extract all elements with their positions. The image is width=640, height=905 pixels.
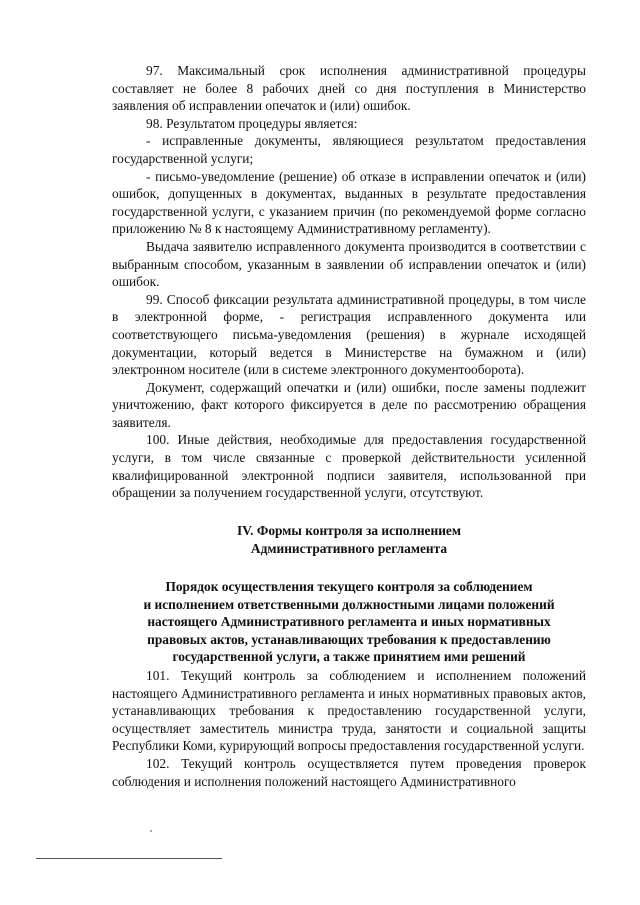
list-item-corrected-documents: - исправленные документы, являющиеся результатом предоставления государственной услуги;: [112, 133, 586, 166]
body-text-block-2: [112, 667, 586, 790]
body-text-block-1: [112, 62, 586, 502]
footer-divider: [36, 858, 222, 859]
subsection-heading: [112, 578, 586, 666]
paragraph-issuance: Выдача заявителю исправленного документа производится в соответствии с выбранным способом, указанным в заявлении об исправлении опечаток и (или) ошибок.: [112, 238, 586, 290]
subsection-heading-line-1: Порядок осуществления текущего контроля за соблюдением: [165, 579, 533, 594]
subsection-heading-line-3: настоящего Административного регламента и иных нормативных: [147, 614, 551, 630]
paragraph-97: 97. Максимальный срок исполнения административной процедуры составляет не более 8 рабочих дней со дня поступления в Министерство заявления об исправлении опечаток и (или) ошибок.: [112, 63, 586, 114]
section-heading-line-1: IV. Формы контроля за исполнением: [237, 523, 461, 538]
section-heading-line-2: Административного регламента: [250, 540, 448, 556]
paragraph-document-destruction: Документ, содержащий опечатки и (или) ошибки, после замены подлежит уничтожению, факт которого фиксируется в деле по рассмотрению обращения заявителя.: [112, 379, 586, 430]
list-item-refusal-letter: - письмо-уведомление (решение) об отказе в исправлении опечаток и (или) ошибок, допущенных в документах, выданных в результате предоставления государственной услуги, с указанием причин (по рекомендуемой форме согласно приложению № 8 к настоящему Административному регламенту).: [112, 168, 586, 237]
scan-speck: [150, 830, 152, 832]
subsection-heading-line-5: государственной услуги, а также принятием ими решений: [172, 649, 526, 665]
paragraph-98: 98. Результатом процедуры является:: [146, 115, 358, 131]
subsection-heading-line-4: правовых актов, устанавливающих требования к предоставлению: [147, 631, 551, 647]
subsection-heading-line-2: и исполнением ответственными должностными лицами положений: [143, 596, 555, 612]
paragraph-102: 102. Текущий контроль осуществляется путем проведения проверок соблюдения и исполнения положений настоящего Административного: [112, 755, 586, 789]
paragraph-99: 99. Способ фиксации результата административной процедуры, в том числе в электронной форме, - регистрация исправленного документа или соответствующего письма-уведомления (решения) в журнале исходящей документации, который ведется в Министерстве на бумажном и (или) электронном носителе (или в системе электронного документооборота).: [112, 291, 586, 378]
paragraph-101: 101. Текущий контроль за соблюдением и исполнением положений настоящего Административного регламента и иных нормативных правовых актов, устанавливающих требования к предоставлению государственной услуги, осуществляет заместитель министра труда, занятости и социальной защиты Республики Коми, курирующий вопросы предоставления государственной услуги.: [112, 668, 586, 754]
paragraph-100: 100. Иные действия, необходимые для предоставления государственной услуги, в том числе связанные с проверкой действительности усиленной квалифицированной электронной подписи заявителя, использованной при обращении за получением государственной услуги, отсутствуют.: [112, 432, 586, 501]
section-heading: [112, 522, 586, 557]
